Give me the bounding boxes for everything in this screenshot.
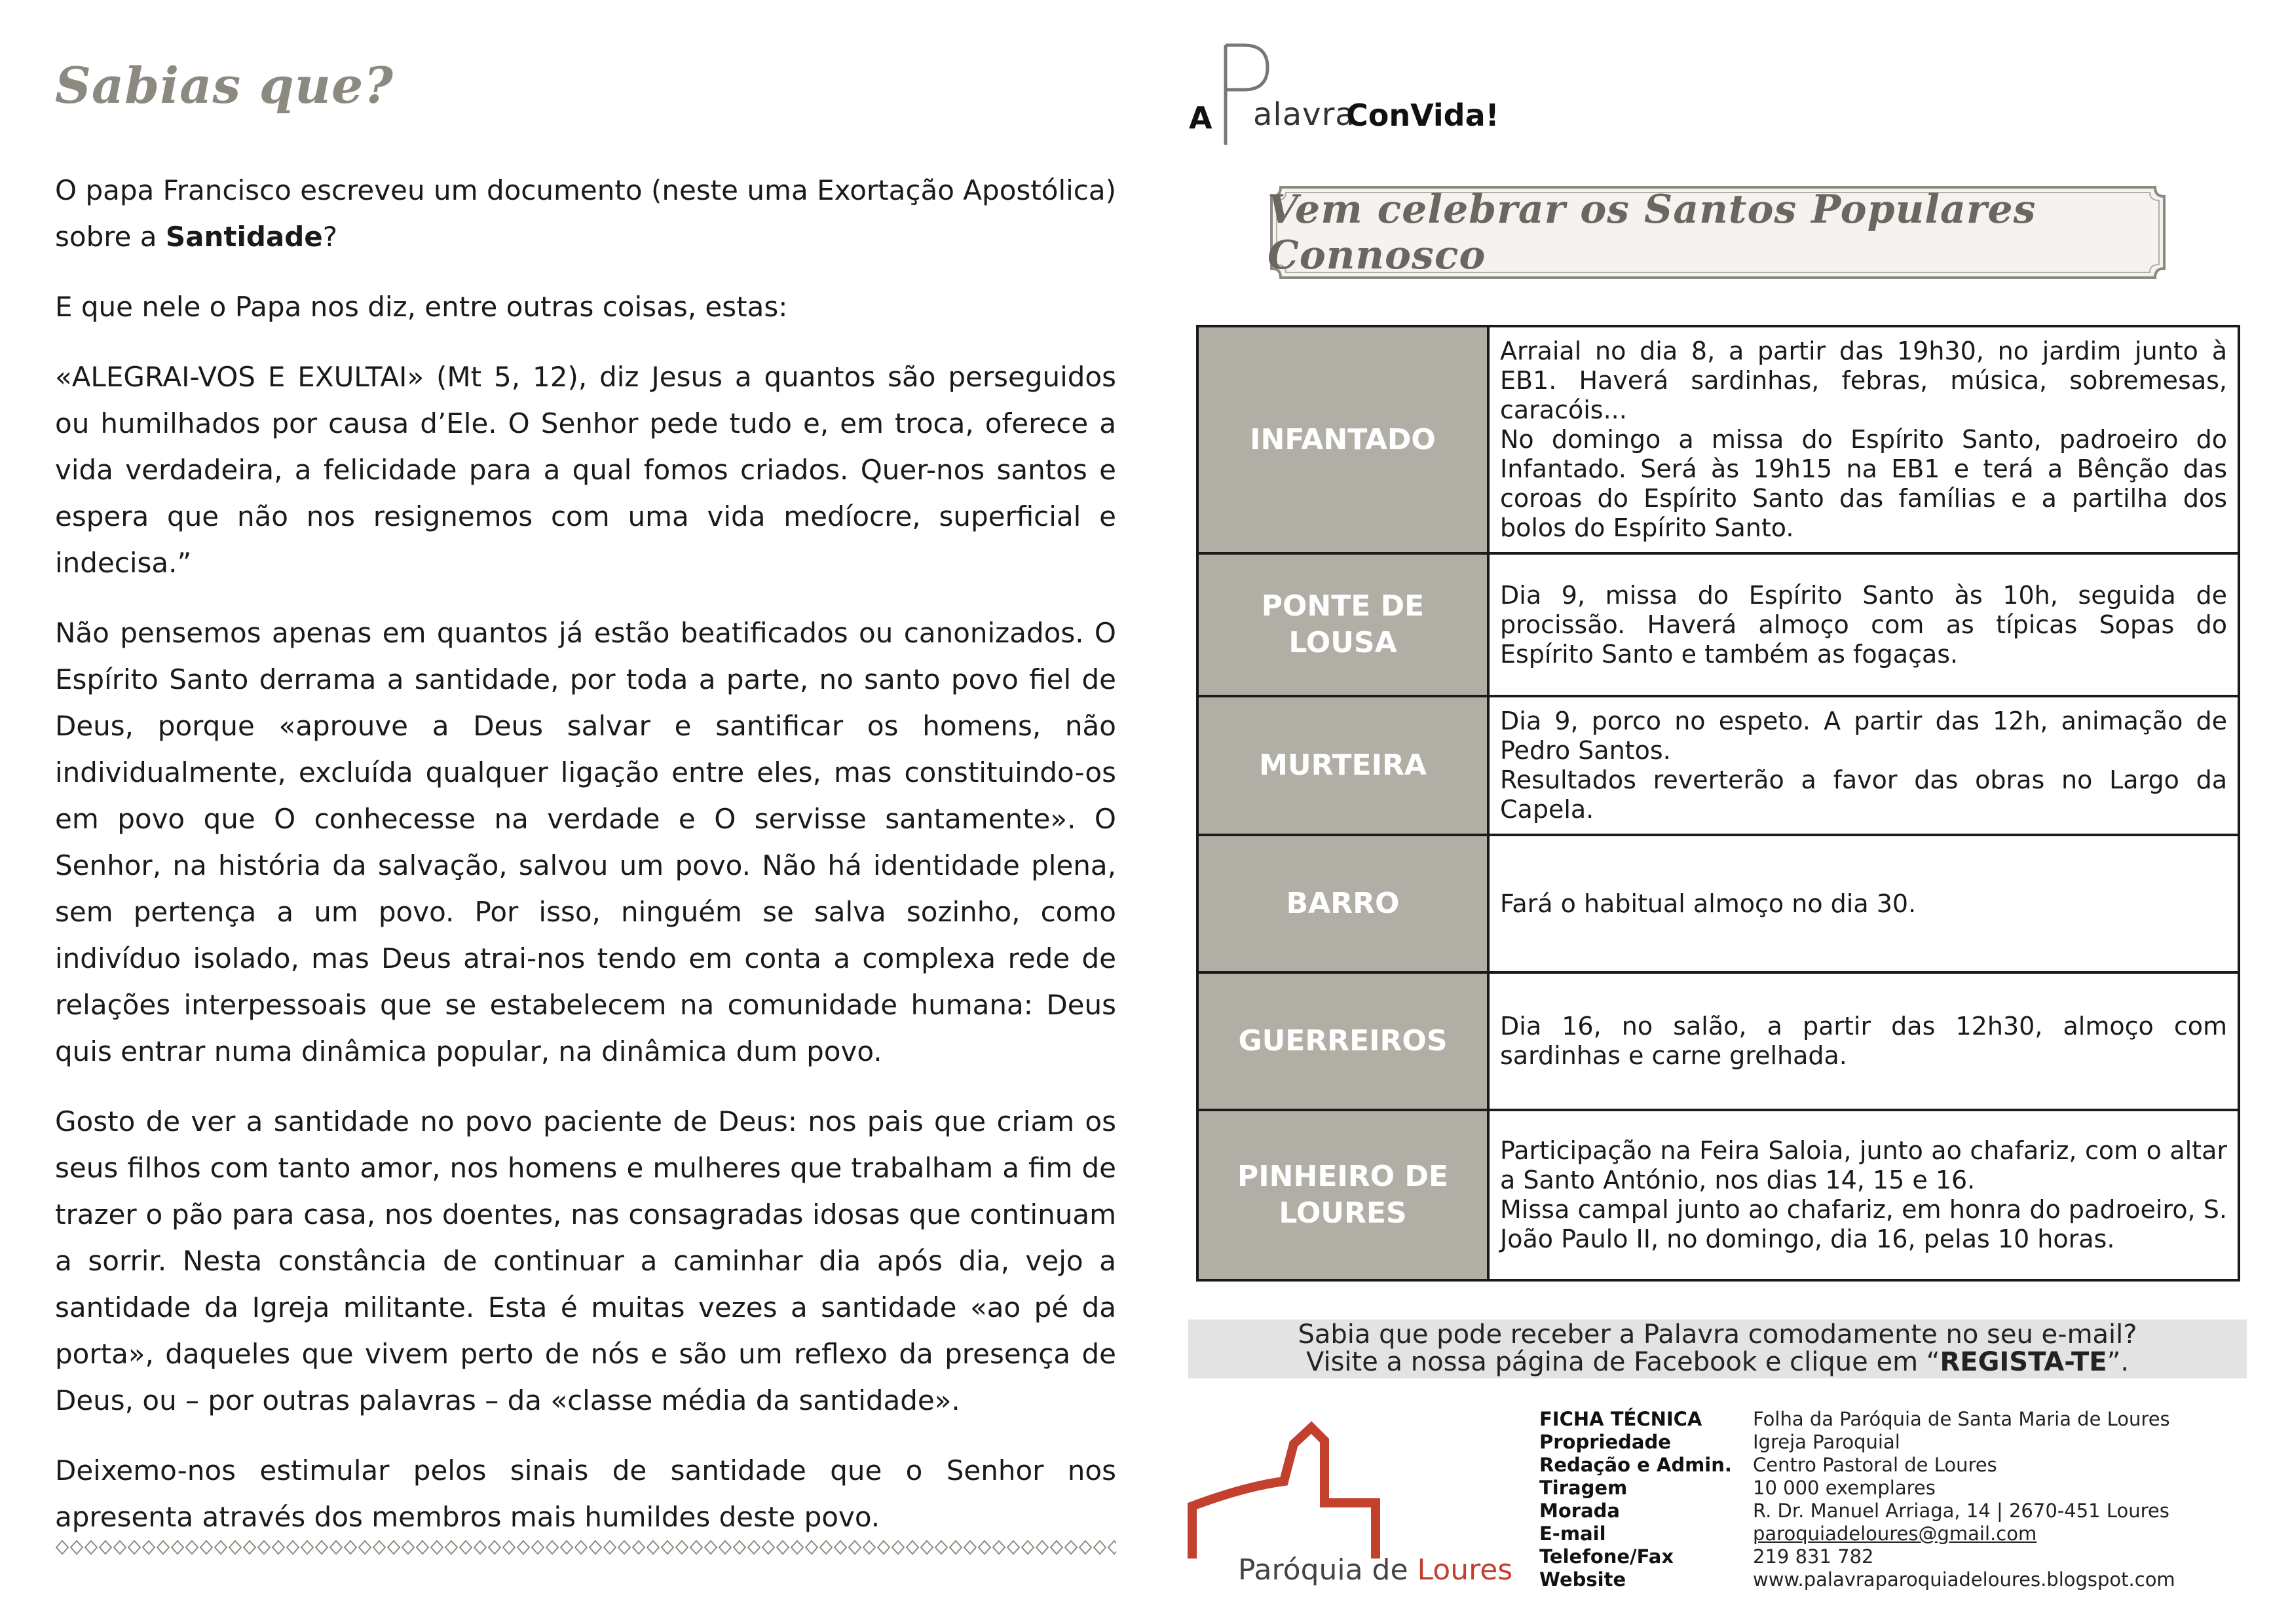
description-cell [1488, 696, 2239, 835]
description-line: Fará o habitual almoço no dia 30. [1500, 889, 1917, 918]
promo-line-2 [1188, 1348, 2247, 1376]
ficha-label: Redação e Admin. [1539, 1454, 1732, 1476]
ficha-label: Telefone/Fax [1539, 1545, 1674, 1568]
place-cell: PINHEIRO DE LOURES [1197, 1110, 1488, 1280]
ficha-row [1539, 1568, 2260, 1591]
ficha-label: Propriedade [1539, 1431, 1671, 1453]
email-promo-bar [1188, 1320, 2247, 1378]
paragraph-3: «ALEGRAI-VOS E EXULTAI» (Mt 5, 12), diz Jesus a quantos são perseguidos ou humilhados por causa d’Ele. O Senhor pede tudo e, em troca, oferece a vida verdadeira, a felicidade para a qual fomos criados. Quer-nos santos e espera que não nos resignemos com uma vida medíocre, superficial e indecisa.” [55, 361, 1116, 579]
banner-title: Vem celebrar os Santos Populares Connosco [1267, 187, 2037, 278]
paragraph-1-end: ? [322, 221, 338, 253]
ficha-value: 219 831 782 [1753, 1545, 1874, 1568]
table-row [1197, 972, 2239, 1110]
place-cell: MURTEIRA [1197, 696, 1488, 835]
parish-name-a: Paróquia de [1238, 1553, 1417, 1587]
description-line: Dia 9, missa do Espírito Santo às 10h, seguida de procissão. Haverá almoço com as típicas Sopas do Espírito Santo e também as fogaças. [1500, 580, 2227, 669]
paragraph-2: E que nele o Papa nos diz, entre outras coisas, estas: [55, 291, 788, 323]
promo-line-1: Sabia que pode receber a Palavra comodamente no seu e-mail? [1298, 1320, 2137, 1350]
ficha-header-row [1539, 1408, 2260, 1431]
ficha-label: Morada [1539, 1500, 1620, 1522]
ficha-header-value: Folha da Paróquia de Santa Maria de Loures [1753, 1408, 2170, 1430]
parish-name-b: Loures [1417, 1553, 1513, 1587]
description-cell [1488, 835, 2239, 972]
ficha-row [1539, 1500, 2260, 1522]
description-line: Participação na Feira Saloia, junto ao chafariz, com o altar a Santo António, nos dias 14, 15 e 16. [1500, 1136, 2227, 1194]
description-cell [1488, 1110, 2239, 1280]
ficha-row [1539, 1431, 2260, 1454]
ficha-label: Website [1539, 1568, 1626, 1591]
promo-line-2-text: Visite a nossa página de Facebook e clique em “ [1305, 1347, 1940, 1377]
section-title: Sabias que? [55, 56, 394, 115]
ficha-value: Centro Pastoral de Loures [1753, 1454, 1997, 1476]
description-line: Dia 16, no salão, a partir das 12h30, almoço com sardinhas e carne grelhada. [1500, 1012, 2227, 1070]
ficha-value: Igreja Paroquial [1753, 1431, 1900, 1453]
events-table [1196, 325, 2240, 1282]
regista-te-link[interactable]: REGISTA-TE [1940, 1347, 2107, 1377]
place-cell: BARRO [1197, 835, 1488, 972]
description-cell [1488, 972, 2239, 1110]
article-body [55, 167, 1116, 1540]
ficha-row [1539, 1522, 2260, 1545]
parish-logo [1186, 1408, 1526, 1598]
table-row [1197, 326, 2239, 553]
ficha-row [1539, 1477, 2260, 1500]
description-line: Arraial no dia 8, a partir das 19h30, no jardim junto à EB1. Haverá sardinhas, febras, música, sobremesas, caracóis... [1500, 337, 2227, 424]
ficha-header: FICHA TÉCNICA [1539, 1408, 1702, 1430]
paragraph-1-text: O papa Francisco escreveu um documento (neste uma Exortação Apostólica) sobre a [55, 174, 1116, 253]
ficha-tecnica [1539, 1408, 2260, 1591]
brand-logo [1189, 36, 1582, 141]
paragraph-4: Não pensemos apenas em quantos já estão beatificados ou canonizados. O Espírito Santo derrama a santidade, por toda a parte, no santo povo fiel de Deus, porque «aprouve a Deus salvar e santificar os homens, não individualmente, excluída qualquer ligação entre eles, mas constituindo-os em povo que O conhecesse na verdade e O servisse santamente». O Senhor, na história da salvação, salvou um povo. Não há identidade plena, sem pertença a um povo. Por isso, ninguém se salva sozinho, como indivíduo isolado, mas Deus atrai-nos tendo em conta a complexa rede de relações interpessoais que se estabelecem na comunidade humana: Deus quis entrar numa dinâmica popular, na dinâmica dum povo. [55, 617, 1116, 1067]
description-cell [1488, 553, 2239, 696]
description-cell [1488, 326, 2239, 553]
parish-name [1238, 1553, 1512, 1587]
table-row [1197, 1110, 2239, 1280]
paragraph-6: Deixemo-nos estimular pelos sinais de santidade que o Senhor nos apresenta através dos membros mais humildes deste povo. [55, 1454, 1116, 1533]
paragraph-5: Gosto de ver a santidade no povo paciente de Deus: nos pais que criam os seus filhos com tanto amor, nos homens e mulheres que trabalham a fim de trazer o pão para casa, nos doentes, nas consagradas idosas que continuam a sorrir. Nesta constância de continuar a caminhar dia após dia, vejo a santidade da Igreja militante. Esta é muitas vezes a santidade «ao pé da porta», daqueles que vivem perto de nós e são um reflexo da presença de Deus, ou – por outras palavras – da «classe média da santidade». [55, 1105, 1116, 1416]
description-line: Missa campal junto ao chafariz, em honra do padroeiro, S. João Paulo II, no domingo, dia 16, pelas 10 horas. [1500, 1195, 2227, 1253]
paragraph-1-bold: Santidade [165, 221, 323, 253]
ficha-label: E-mail [1539, 1522, 1606, 1545]
promo-line-2-end: ”. [2107, 1347, 2130, 1377]
left-column [55, 46, 1116, 1564]
description-line: No domingo a missa do Espírito Santo, padroeiro do Infantado. Será às 19h15 na EB1 e terá a Bênção das coroas do Espírito Santo das famílias e a partilha dos bolos do Espírito Santo. [1500, 425, 2227, 542]
ficha-label: Tiragem [1539, 1477, 1628, 1499]
place-cell: PONTE DE LOUSA [1197, 553, 1488, 696]
table-row [1197, 696, 2239, 835]
place-cell: GUERREIROS [1197, 972, 1488, 1110]
brand-alavra: alavra [1253, 96, 1355, 133]
santos-banner [1267, 183, 2168, 282]
ficha-row [1539, 1545, 2260, 1568]
paragraph-1 [55, 167, 1116, 260]
ficha-value: R. Dr. Manuel Arriaga, 14 | 2670-451 Loures [1753, 1500, 2169, 1522]
church-outline-icon [1186, 1408, 1408, 1559]
table-row [1197, 835, 2239, 972]
description-line: Dia 9, porco no espeto. A partir das 12h, animação de Pedro Santos. [1500, 707, 2227, 765]
ficha-value: 10 000 exemplares [1753, 1477, 1936, 1499]
brand-convida: ConVida! [1346, 98, 1499, 133]
ficha-row [1539, 1454, 2260, 1477]
brand-a: A [1189, 100, 1212, 136]
email-link[interactable]: paroquiadeloures@gmail.com [1753, 1522, 2037, 1545]
website-link[interactable]: www.palavraparoquiadeloures.blogspot.com [1753, 1568, 2175, 1591]
table-row [1197, 553, 2239, 696]
diamond-divider [55, 1538, 1116, 1557]
place-cell: INFANTADO [1197, 326, 1488, 553]
description-line: Resultados reverterão a favor das obras no Largo da Capela. [1500, 766, 2227, 824]
